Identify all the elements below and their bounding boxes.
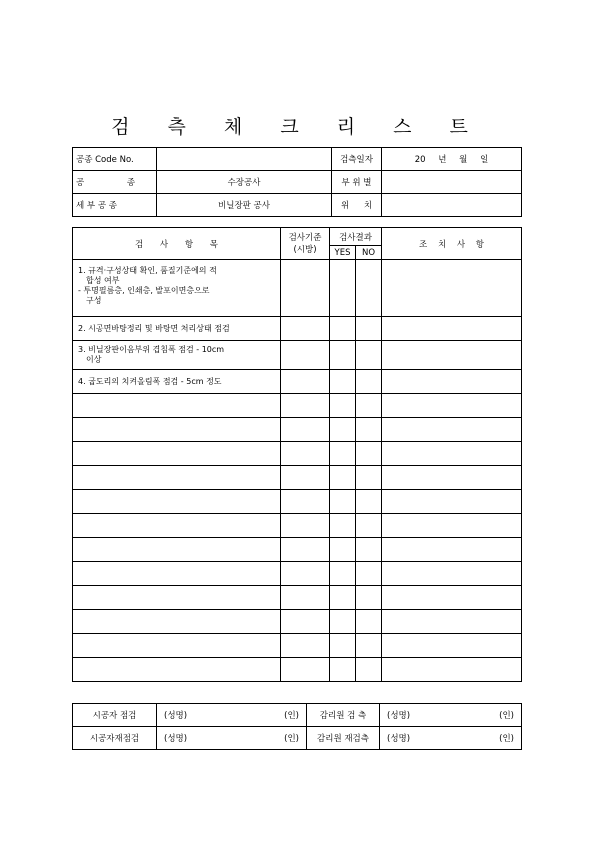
- supervisor-reinspect-sign[interactable]: [380, 727, 522, 750]
- contractor-check-sign[interactable]: [157, 704, 307, 727]
- standard-cell[interactable]: [281, 562, 330, 586]
- sign-name: (성명): [164, 734, 188, 744]
- table-row: [73, 634, 522, 658]
- yes-cell[interactable]: [330, 466, 356, 490]
- standard-cell[interactable]: [281, 418, 330, 442]
- no-cell[interactable]: [356, 394, 382, 418]
- sign-seal: (인): [284, 734, 299, 744]
- action-cell[interactable]: [382, 418, 522, 442]
- table-row: [73, 658, 522, 682]
- sign-seal: (인): [499, 734, 514, 744]
- checklist-item-2: 2. 시공면바탕정리 및 바탕면 처리상태 점검: [73, 317, 281, 341]
- action-cell[interactable]: [382, 586, 522, 610]
- no-cell[interactable]: [356, 418, 382, 442]
- yes-cell[interactable]: [330, 341, 356, 370]
- sign-name: (성명): [387, 734, 411, 744]
- checklist-table: [72, 227, 522, 682]
- date-field[interactable]: 20 년 월 일: [382, 148, 522, 171]
- part-field[interactable]: [382, 171, 522, 194]
- contractor-check-label: 시공자 점검: [73, 704, 157, 727]
- no-cell[interactable]: [356, 610, 382, 634]
- contractor-recheck-sign[interactable]: [157, 727, 307, 750]
- col-item-header: 검 사 항 목: [73, 228, 281, 260]
- item-cell[interactable]: [73, 634, 281, 658]
- yes-cell[interactable]: [330, 260, 356, 317]
- header-table: [72, 147, 522, 217]
- part-label: 부 위 별: [332, 171, 382, 194]
- code-label: 공종 Code No.: [73, 148, 157, 171]
- standard-cell[interactable]: [281, 586, 330, 610]
- table-row: [73, 370, 522, 394]
- col-standard-line1: 검사기준: [288, 232, 322, 243]
- page-title: 검 측 체 크 리 스 트: [111, 116, 484, 138]
- checklist-item-3: 3. 비닐장판이음부위 겹침폭 점검 - 10cm 이상: [73, 341, 281, 370]
- no-cell[interactable]: [356, 490, 382, 514]
- yes-cell[interactable]: [330, 562, 356, 586]
- standard-cell[interactable]: [281, 370, 330, 394]
- item-cell[interactable]: [73, 538, 281, 562]
- action-cell[interactable]: [382, 610, 522, 634]
- yes-cell[interactable]: [330, 442, 356, 466]
- action-cell[interactable]: [382, 490, 522, 514]
- table-row: [73, 317, 522, 341]
- standard-cell[interactable]: [281, 341, 330, 370]
- item-cell[interactable]: [73, 490, 281, 514]
- col-no-header: NO: [356, 246, 382, 260]
- table-row: [73, 418, 522, 442]
- table-row: [73, 260, 522, 317]
- item-cell[interactable]: [73, 658, 281, 682]
- standard-cell[interactable]: [281, 317, 330, 341]
- standard-cell[interactable]: [281, 634, 330, 658]
- item-cell[interactable]: [73, 466, 281, 490]
- table-row: [73, 341, 522, 370]
- yes-cell[interactable]: [330, 418, 356, 442]
- location-label: 위 치: [332, 194, 382, 217]
- checklist-item-1: 1. 규격·구성상태 확인, 품질기준에의 적 합성 여부 - 투명필름층, 인쇄층, 발포이면층으로 구성: [73, 260, 281, 317]
- table-row: [73, 442, 522, 466]
- standard-cell[interactable]: [281, 442, 330, 466]
- supervisor-inspect-sign[interactable]: [380, 704, 522, 727]
- contractor-recheck-label: 시공자재점검: [73, 727, 157, 750]
- yes-cell[interactable]: [330, 634, 356, 658]
- item-cell[interactable]: [73, 514, 281, 538]
- no-cell[interactable]: [356, 514, 382, 538]
- sign-name: (성명): [164, 711, 188, 721]
- sign-seal: (인): [284, 711, 299, 721]
- no-cell[interactable]: [356, 562, 382, 586]
- work-field[interactable]: 수장공사: [157, 171, 332, 194]
- no-cell[interactable]: [356, 658, 382, 682]
- detail-label: 세 부 공 종: [73, 194, 157, 217]
- yes-cell[interactable]: [330, 658, 356, 682]
- supervisor-inspect-label: 감리원 검 측: [307, 704, 380, 727]
- table-row: [73, 466, 522, 490]
- table-row: [73, 538, 522, 562]
- action-cell[interactable]: [382, 370, 522, 394]
- no-cell[interactable]: [356, 317, 382, 341]
- action-cell[interactable]: [382, 562, 522, 586]
- standard-cell[interactable]: [281, 514, 330, 538]
- action-cell[interactable]: [382, 634, 522, 658]
- standard-cell[interactable]: [281, 260, 330, 317]
- action-cell[interactable]: [382, 442, 522, 466]
- yes-cell[interactable]: [330, 538, 356, 562]
- action-cell[interactable]: [382, 317, 522, 341]
- table-row: [73, 586, 522, 610]
- empty-rows: [73, 394, 522, 682]
- action-cell[interactable]: [382, 538, 522, 562]
- item-cell[interactable]: [73, 442, 281, 466]
- yes-cell[interactable]: [330, 370, 356, 394]
- standard-cell[interactable]: [281, 610, 330, 634]
- no-cell[interactable]: [356, 634, 382, 658]
- action-cell[interactable]: [382, 514, 522, 538]
- location-field[interactable]: [382, 194, 522, 217]
- no-cell[interactable]: [356, 370, 382, 394]
- no-cell[interactable]: [356, 466, 382, 490]
- sign-seal: (인): [499, 711, 514, 721]
- yes-cell[interactable]: [330, 586, 356, 610]
- table-row: [73, 514, 522, 538]
- yes-cell[interactable]: [330, 317, 356, 341]
- item-cell[interactable]: [73, 418, 281, 442]
- yes-cell[interactable]: [330, 490, 356, 514]
- standard-cell[interactable]: [281, 490, 330, 514]
- col-standard-header: [281, 228, 330, 260]
- detail-field[interactable]: 비닐장판 공사: [157, 194, 332, 217]
- yes-cell[interactable]: [330, 394, 356, 418]
- no-cell[interactable]: [356, 260, 382, 317]
- standard-cell[interactable]: [281, 658, 330, 682]
- action-cell[interactable]: [382, 260, 522, 317]
- standard-cell[interactable]: [281, 538, 330, 562]
- table-row: [73, 562, 522, 586]
- item-cell[interactable]: [73, 394, 281, 418]
- sign-name: (성명): [387, 711, 411, 721]
- no-cell[interactable]: [356, 586, 382, 610]
- standard-cell[interactable]: [281, 394, 330, 418]
- action-cell[interactable]: [382, 658, 522, 682]
- no-cell[interactable]: [356, 442, 382, 466]
- item-cell[interactable]: [73, 610, 281, 634]
- yes-cell[interactable]: [330, 514, 356, 538]
- work-label: 공 종: [73, 171, 157, 194]
- table-row: [73, 490, 522, 514]
- date-label: 검측일자: [332, 148, 382, 171]
- checklist-item-4: 4. 굽도리의 치켜올림폭 점검 - 5cm 정도: [73, 370, 281, 394]
- code-field[interactable]: [157, 148, 332, 171]
- supervisor-reinspect-label: 감리원 재검측: [307, 727, 380, 750]
- no-cell[interactable]: [356, 341, 382, 370]
- col-yes-header: YES: [330, 246, 356, 260]
- action-cell[interactable]: [382, 466, 522, 490]
- yes-cell[interactable]: [330, 610, 356, 634]
- signature-table: [72, 703, 522, 750]
- item-cell[interactable]: [73, 586, 281, 610]
- table-row: [73, 394, 522, 418]
- item-cell[interactable]: [73, 562, 281, 586]
- col-standard-line2: (시방): [293, 244, 317, 255]
- action-cell[interactable]: [382, 341, 522, 370]
- col-action-header: 조 치 사 항: [382, 228, 522, 260]
- col-result-header: 검사결과: [330, 228, 382, 246]
- table-row: [73, 610, 522, 634]
- no-cell[interactable]: [356, 538, 382, 562]
- action-cell[interactable]: [382, 394, 522, 418]
- standard-cell[interactable]: [281, 466, 330, 490]
